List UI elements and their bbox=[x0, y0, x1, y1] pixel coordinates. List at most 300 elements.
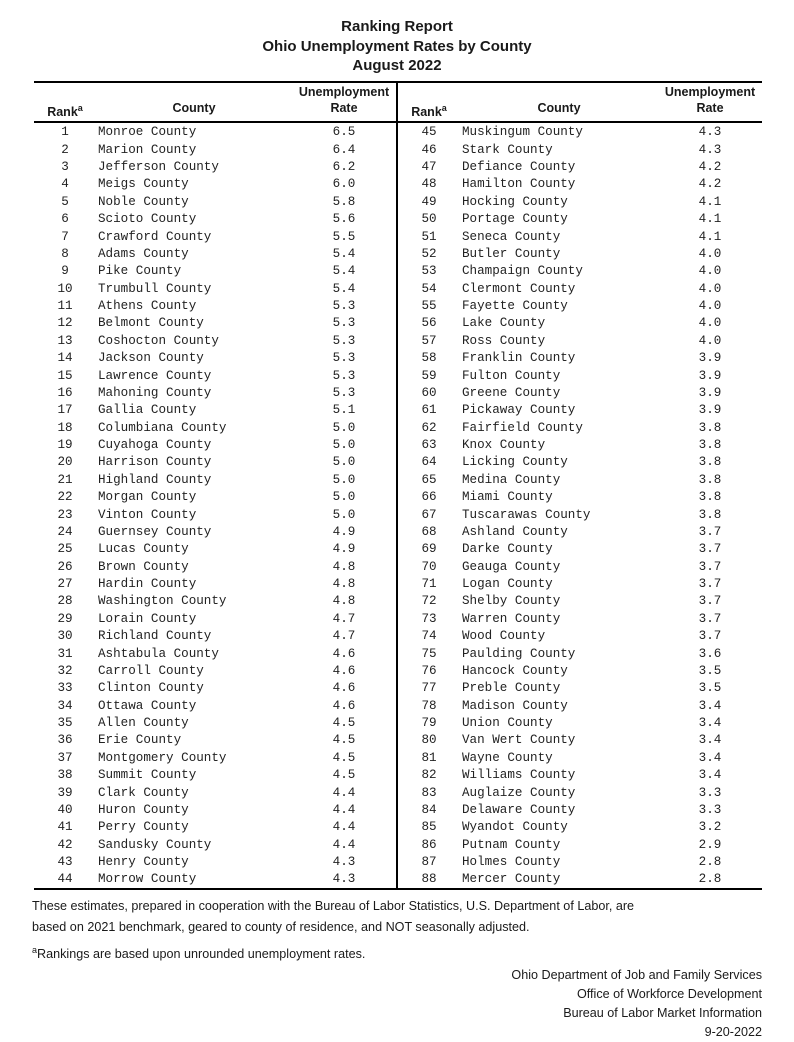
rate-cell: 4.4 bbox=[332, 785, 356, 800]
table-row bbox=[34, 141, 396, 158]
rank-cell: 29 bbox=[57, 611, 73, 626]
rate-cell: 3.7 bbox=[698, 611, 722, 626]
rank-cell: 82 bbox=[421, 768, 437, 783]
county-cell: Stark County bbox=[462, 142, 553, 157]
rate-cell: 3.8 bbox=[698, 507, 722, 522]
county-cell: Washington County bbox=[98, 594, 227, 609]
county-cell: Defiance County bbox=[462, 160, 576, 175]
table-row bbox=[398, 280, 762, 297]
table-row bbox=[34, 124, 396, 141]
county-cell: Madison County bbox=[462, 698, 568, 713]
table-row bbox=[398, 871, 762, 888]
county-cell: Pickaway County bbox=[462, 403, 576, 418]
table-row bbox=[398, 767, 762, 784]
rate-cell: 5.6 bbox=[332, 212, 356, 227]
table-row bbox=[398, 749, 762, 766]
rank-cell: 76 bbox=[421, 663, 437, 678]
county-cell: Auglaize County bbox=[462, 785, 576, 800]
county-cell: Logan County bbox=[462, 577, 553, 592]
county-cell: Licking County bbox=[462, 455, 568, 470]
rate-cell: 4.5 bbox=[332, 768, 356, 783]
county-cell: Union County bbox=[462, 716, 553, 731]
rank-cell: 26 bbox=[57, 559, 73, 574]
rank-cell: 31 bbox=[57, 646, 73, 661]
rate-cell: 3.9 bbox=[698, 385, 722, 400]
county-cell: Montgomery County bbox=[98, 750, 227, 765]
rank-cell: 34 bbox=[57, 698, 73, 713]
rate-cell: 4.6 bbox=[332, 646, 356, 661]
rate-cell: 5.4 bbox=[332, 246, 356, 261]
table-row bbox=[34, 332, 396, 349]
table-row bbox=[398, 558, 762, 575]
rate-cell: 3.9 bbox=[698, 403, 722, 418]
rank-cell: 73 bbox=[421, 611, 437, 626]
table-row bbox=[398, 419, 762, 436]
table-row bbox=[34, 367, 396, 384]
rate-cell: 4.5 bbox=[332, 733, 356, 748]
rate-cell: 5.0 bbox=[332, 455, 356, 470]
rank-cell: 49 bbox=[421, 194, 437, 209]
county-cell: Adams County bbox=[98, 246, 189, 261]
rank-cell: 9 bbox=[61, 264, 69, 279]
county-cell: Gallia County bbox=[98, 403, 197, 418]
rate-cell: 3.7 bbox=[698, 577, 722, 592]
county-cell: Jackson County bbox=[98, 351, 204, 366]
rate-cell: 3.5 bbox=[698, 663, 722, 678]
rank-cell: 27 bbox=[57, 577, 73, 592]
agency-signature-block bbox=[32, 966, 762, 1042]
table-row bbox=[398, 402, 762, 419]
table-left-body bbox=[34, 123, 396, 889]
county-cell: Ashtabula County bbox=[98, 646, 219, 661]
rank-cell: 24 bbox=[57, 524, 73, 539]
rate-cell: 4.0 bbox=[698, 246, 722, 261]
rank-cell: 5 bbox=[61, 194, 69, 209]
table-row bbox=[34, 489, 396, 506]
county-cell: Mercer County bbox=[462, 872, 561, 887]
county-cell: Carroll County bbox=[98, 663, 204, 678]
rate-cell: 2.8 bbox=[698, 872, 722, 887]
rank-cell: 4 bbox=[61, 177, 69, 192]
county-cell: Champaign County bbox=[462, 264, 583, 279]
rank-cell: 63 bbox=[421, 438, 437, 453]
rate-cell: 4.1 bbox=[698, 194, 722, 209]
rank-cell: 69 bbox=[421, 542, 437, 557]
rank-column-header: Rank$^a$ bbox=[411, 103, 447, 120]
agency-line-3: Bureau of Labor Market Information bbox=[563, 1006, 762, 1021]
rank-cell: 52 bbox=[421, 246, 437, 261]
rate-cell: 5.0 bbox=[332, 420, 356, 435]
county-column-header: County bbox=[537, 101, 581, 115]
county-cell: Lucas County bbox=[98, 542, 189, 557]
table-row bbox=[34, 263, 396, 280]
county-cell: Belmont County bbox=[98, 316, 204, 331]
rate-column-header: Rate bbox=[330, 101, 358, 115]
county-cell: Brown County bbox=[98, 559, 189, 574]
table-row bbox=[398, 697, 762, 714]
rank-cell: 17 bbox=[57, 403, 73, 418]
rate-cell: 3.7 bbox=[698, 524, 722, 539]
county-cell: Fulton County bbox=[462, 368, 561, 383]
rate-cell: 5.3 bbox=[332, 316, 356, 331]
ranking-table bbox=[34, 81, 762, 891]
county-cell: Delaware County bbox=[462, 802, 576, 817]
county-cell: Clinton County bbox=[98, 681, 204, 696]
table-row bbox=[34, 871, 396, 888]
county-cell: Geauga County bbox=[462, 559, 561, 574]
rate-cell: 3.7 bbox=[698, 594, 722, 609]
county-cell: Van Wert County bbox=[462, 733, 576, 748]
rate-cell: 4.3 bbox=[698, 142, 722, 157]
table-row bbox=[398, 610, 762, 627]
table-row bbox=[34, 801, 396, 818]
table-right-half bbox=[398, 83, 762, 889]
county-cell: Jefferson County bbox=[98, 160, 219, 175]
table-row bbox=[34, 297, 396, 314]
rate-cell: 4.0 bbox=[698, 264, 722, 279]
county-cell: Crawford County bbox=[98, 229, 212, 244]
county-cell: Portage County bbox=[462, 212, 568, 227]
county-cell: Meigs County bbox=[98, 177, 189, 192]
county-cell: Tuscarawas County bbox=[462, 507, 591, 522]
rate-cell: 5.0 bbox=[332, 472, 356, 487]
rate-cell: 3.4 bbox=[698, 733, 722, 748]
unemployment-header: Unemployment bbox=[664, 84, 756, 99]
rank-cell: 40 bbox=[57, 802, 73, 817]
rank-cell: 57 bbox=[421, 333, 437, 348]
rank-cell: 19 bbox=[57, 438, 73, 453]
report-date: 9-20-2022 bbox=[704, 1025, 762, 1040]
rate-cell: 2.9 bbox=[698, 837, 722, 852]
rate-cell: 5.0 bbox=[332, 438, 356, 453]
table-row bbox=[34, 732, 396, 749]
table-row bbox=[34, 645, 396, 662]
rank-cell: 61 bbox=[421, 403, 437, 418]
rank-cell: 37 bbox=[57, 750, 73, 765]
rate-cell: 5.0 bbox=[332, 490, 356, 505]
county-cell: Seneca County bbox=[462, 229, 561, 244]
rate-cell: 3.8 bbox=[698, 455, 722, 470]
table-row bbox=[398, 645, 762, 662]
rank-cell: 20 bbox=[57, 455, 73, 470]
rate-cell: 4.6 bbox=[332, 698, 356, 713]
rank-cell: 42 bbox=[57, 837, 73, 852]
rank-cell: 10 bbox=[57, 281, 73, 296]
county-cell: Allen County bbox=[98, 716, 189, 731]
county-cell: Vinton County bbox=[98, 507, 197, 522]
rank-cell: 36 bbox=[57, 733, 73, 748]
rate-cell: 3.9 bbox=[698, 368, 722, 383]
county-cell: Fayette County bbox=[462, 299, 568, 314]
county-cell: Clermont County bbox=[462, 281, 576, 296]
rank-cell: 77 bbox=[421, 681, 437, 696]
table-row bbox=[398, 489, 762, 506]
estimates-note-line2: based on 2021 benchmark, geared to county of residence, and NOT seasonally adjusted. bbox=[32, 920, 530, 935]
rank-cell: 46 bbox=[421, 142, 437, 157]
table-row bbox=[34, 662, 396, 679]
rate-cell: 4.2 bbox=[698, 177, 722, 192]
table-row bbox=[398, 575, 762, 592]
agency-line-2: Office of Workforce Development bbox=[576, 987, 762, 1002]
table-row bbox=[398, 662, 762, 679]
rank-cell: 81 bbox=[421, 750, 437, 765]
table-row bbox=[398, 176, 762, 193]
county-cell: Preble County bbox=[462, 681, 561, 696]
rank-cell: 43 bbox=[57, 855, 73, 870]
rate-cell: 4.0 bbox=[698, 316, 722, 331]
table-row bbox=[398, 680, 762, 697]
rank-cell: 6 bbox=[61, 212, 69, 227]
rate-cell: 4.9 bbox=[332, 542, 356, 557]
county-cell: Columbiana County bbox=[98, 420, 227, 435]
table-row bbox=[398, 193, 762, 210]
rank-column-header: Rank$^a$ bbox=[47, 103, 83, 120]
table-row bbox=[34, 315, 396, 332]
county-cell: Warren County bbox=[462, 611, 561, 626]
report-subtitle: Ohio Unemployment Rates by County bbox=[262, 37, 532, 55]
table-row bbox=[34, 245, 396, 262]
table-row bbox=[398, 523, 762, 540]
rate-cell: 4.1 bbox=[698, 229, 722, 244]
estimates-note-line1: These estimates, prepared in cooperation with the Bureau of Labor Statistics, U.S. Department of Labor, are bbox=[32, 899, 635, 914]
county-cell: Holmes County bbox=[462, 855, 561, 870]
rate-cell: 4.0 bbox=[698, 299, 722, 314]
rate-cell: 6.5 bbox=[332, 125, 356, 140]
rank-cell: 45 bbox=[421, 125, 437, 140]
rank-cell: 64 bbox=[421, 455, 437, 470]
county-cell: Ross County bbox=[462, 333, 546, 348]
table-row bbox=[34, 767, 396, 784]
rate-cell: 4.8 bbox=[332, 577, 356, 592]
rate-cell: 4.3 bbox=[332, 872, 356, 887]
county-cell: Muskingum County bbox=[462, 125, 583, 140]
rank-cell: 32 bbox=[57, 663, 73, 678]
county-cell: Darke County bbox=[462, 542, 553, 557]
table-right-header bbox=[398, 83, 762, 123]
rate-cell: 3.2 bbox=[698, 820, 722, 835]
county-cell: Morgan County bbox=[98, 490, 197, 505]
rank-cell: 16 bbox=[57, 385, 73, 400]
rank-cell: 58 bbox=[421, 351, 437, 366]
rank-cell: 56 bbox=[421, 316, 437, 331]
county-cell: Monroe County bbox=[98, 125, 197, 140]
rate-cell: 5.5 bbox=[332, 229, 356, 244]
footnote-marker: a bbox=[32, 945, 38, 956]
county-cell: Greene County bbox=[462, 385, 561, 400]
table-row bbox=[398, 853, 762, 870]
header-row-unemployment bbox=[34, 84, 396, 101]
rank-cell: 87 bbox=[421, 855, 437, 870]
county-cell: Erie County bbox=[98, 733, 182, 748]
county-cell: Lake County bbox=[462, 316, 546, 331]
county-cell: Shelby County bbox=[462, 594, 561, 609]
rate-cell: 6.0 bbox=[332, 177, 356, 192]
county-cell: Ashland County bbox=[462, 524, 568, 539]
rank-cell: 79 bbox=[421, 716, 437, 731]
rank-cell: 62 bbox=[421, 420, 437, 435]
rank-cell: 60 bbox=[421, 385, 437, 400]
rate-cell: 3.7 bbox=[698, 542, 722, 557]
rank-cell: 72 bbox=[421, 594, 437, 609]
rate-cell: 3.8 bbox=[698, 472, 722, 487]
table-row bbox=[34, 402, 396, 419]
table-row bbox=[34, 158, 396, 175]
table-row bbox=[34, 471, 396, 488]
table-row bbox=[398, 784, 762, 801]
county-cell: Mahoning County bbox=[98, 385, 212, 400]
table-row bbox=[398, 367, 762, 384]
rank-cell: 1 bbox=[61, 125, 69, 140]
rank-cell: 70 bbox=[421, 559, 437, 574]
rate-cell: 3.7 bbox=[698, 559, 722, 574]
report-title-block bbox=[0, 0, 794, 76]
rank-cell: 65 bbox=[421, 472, 437, 487]
rate-cell: 4.4 bbox=[332, 837, 356, 852]
rank-cell: 13 bbox=[57, 333, 73, 348]
table-row bbox=[398, 714, 762, 731]
agency-line-1: Ohio Department of Job and Family Services bbox=[511, 968, 762, 983]
rank-cell: 83 bbox=[421, 785, 437, 800]
rate-cell: 4.7 bbox=[332, 629, 356, 644]
county-cell: Athens County bbox=[98, 299, 197, 314]
rank-cell: 55 bbox=[421, 299, 437, 314]
county-cell: Clark County bbox=[98, 785, 189, 800]
table-row bbox=[34, 350, 396, 367]
county-column-header: County bbox=[172, 101, 216, 115]
rate-cell: 3.5 bbox=[698, 681, 722, 696]
rate-cell: 3.7 bbox=[698, 629, 722, 644]
rate-cell: 4.5 bbox=[332, 750, 356, 765]
rate-cell: 4.6 bbox=[332, 663, 356, 678]
rank-cell: 75 bbox=[421, 646, 437, 661]
table-row bbox=[398, 801, 762, 818]
table-row bbox=[34, 280, 396, 297]
rank-cell: 23 bbox=[57, 507, 73, 522]
rank-cell: 35 bbox=[57, 716, 73, 731]
rate-cell: 4.1 bbox=[698, 212, 722, 227]
table-row bbox=[34, 575, 396, 592]
rate-cell: 5.1 bbox=[332, 403, 356, 418]
rank-cell: 86 bbox=[421, 837, 437, 852]
table-row bbox=[398, 819, 762, 836]
header-row-columns bbox=[34, 100, 396, 121]
table-row bbox=[398, 158, 762, 175]
county-cell: Franklin County bbox=[462, 351, 576, 366]
county-cell: Sandusky County bbox=[98, 837, 212, 852]
county-cell: Henry County bbox=[98, 855, 189, 870]
county-cell: Hardin County bbox=[98, 577, 197, 592]
table-row bbox=[398, 384, 762, 401]
table-row bbox=[34, 228, 396, 245]
table-row bbox=[398, 228, 762, 245]
table-row bbox=[34, 680, 396, 697]
footnote-text: Rankings are based upon unrounded unemployment rates. bbox=[37, 947, 366, 962]
table-row bbox=[34, 628, 396, 645]
table-row bbox=[34, 714, 396, 731]
rank-cell: 71 bbox=[421, 577, 437, 592]
county-cell: Paulding County bbox=[462, 646, 576, 661]
table-row bbox=[398, 124, 762, 141]
county-cell: Medina County bbox=[462, 472, 561, 487]
table-row bbox=[398, 541, 762, 558]
table-row bbox=[34, 610, 396, 627]
rank-cell: 59 bbox=[421, 368, 437, 383]
rank-cell: 50 bbox=[421, 212, 437, 227]
county-cell: Scioto County bbox=[98, 212, 197, 227]
rate-cell: 5.3 bbox=[332, 333, 356, 348]
rank-cell: 7 bbox=[61, 229, 69, 244]
table-row bbox=[34, 506, 396, 523]
table-row bbox=[398, 141, 762, 158]
county-cell: Fairfield County bbox=[462, 420, 583, 435]
county-cell: Perry County bbox=[98, 820, 189, 835]
rank-cell: 85 bbox=[421, 820, 437, 835]
county-cell: Butler County bbox=[462, 246, 561, 261]
table-row bbox=[398, 297, 762, 314]
table-row bbox=[34, 541, 396, 558]
rank-cell: 53 bbox=[421, 264, 437, 279]
rate-cell: 2.8 bbox=[698, 855, 722, 870]
rank-cell: 11 bbox=[57, 299, 73, 314]
table-row bbox=[34, 193, 396, 210]
unemployment-header: Unemployment bbox=[298, 84, 390, 99]
rate-cell: 4.4 bbox=[332, 802, 356, 817]
rate-cell: 5.4 bbox=[332, 281, 356, 296]
rank-cell: 39 bbox=[57, 785, 73, 800]
rate-column-header: Rate bbox=[696, 101, 724, 115]
county-cell: Harrison County bbox=[98, 455, 212, 470]
county-cell: Highland County bbox=[98, 472, 212, 487]
rate-cell: 3.3 bbox=[698, 802, 722, 817]
county-cell: Pike County bbox=[98, 264, 182, 279]
table-row bbox=[34, 419, 396, 436]
county-cell: Hamilton County bbox=[462, 177, 576, 192]
table-row bbox=[34, 454, 396, 471]
table-row bbox=[398, 211, 762, 228]
rate-cell: 5.3 bbox=[332, 368, 356, 383]
rate-cell: 3.8 bbox=[698, 438, 722, 453]
county-cell: Marion County bbox=[98, 142, 197, 157]
county-cell: Miami County bbox=[462, 490, 553, 505]
rank-cell: 74 bbox=[421, 629, 437, 644]
table-row bbox=[34, 523, 396, 540]
county-cell: Knox County bbox=[462, 438, 546, 453]
rate-cell: 3.4 bbox=[698, 716, 722, 731]
rate-cell: 3.8 bbox=[698, 490, 722, 505]
table-row bbox=[34, 749, 396, 766]
rate-cell: 4.7 bbox=[332, 611, 356, 626]
rank-cell: 2 bbox=[61, 142, 69, 157]
county-cell: Cuyahoga County bbox=[98, 438, 212, 453]
header-row-unemployment bbox=[398, 84, 762, 101]
county-cell: Noble County bbox=[98, 194, 189, 209]
rank-cell: 78 bbox=[421, 698, 437, 713]
table-row bbox=[398, 245, 762, 262]
rank-cell: 51 bbox=[421, 229, 437, 244]
rank-cell: 80 bbox=[421, 733, 437, 748]
rank-cell: 88 bbox=[421, 872, 437, 887]
rank-cell: 54 bbox=[421, 281, 437, 296]
header-row-columns bbox=[398, 100, 762, 121]
rank-cell: 44 bbox=[57, 872, 73, 887]
table-row bbox=[398, 506, 762, 523]
county-cell: Richland County bbox=[98, 629, 212, 644]
rank-cell: 18 bbox=[57, 420, 73, 435]
county-cell: Wood County bbox=[462, 629, 546, 644]
rate-cell: 4.2 bbox=[698, 160, 722, 175]
table-row bbox=[398, 315, 762, 332]
table-row bbox=[398, 332, 762, 349]
